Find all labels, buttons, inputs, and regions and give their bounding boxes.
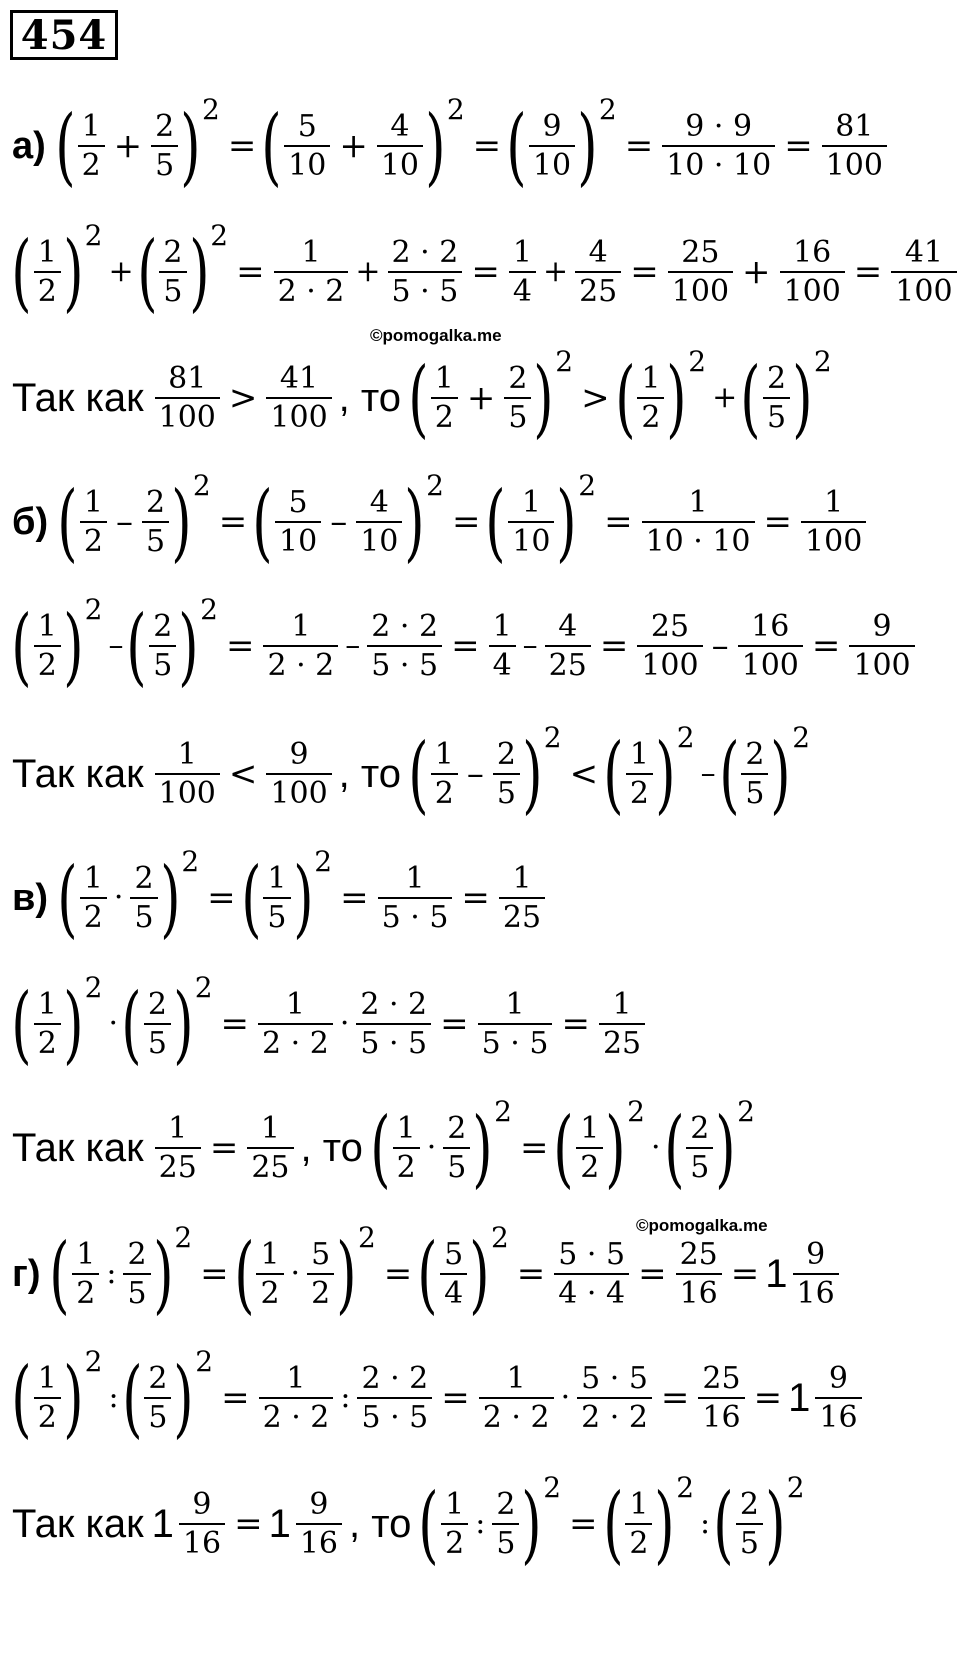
fraction: $\frac{2}{5}$: [504, 363, 531, 434]
parenthesized-group: ( $\frac{1}{2}$ · $\frac{2}{5}$ ) 2: [370, 1095, 512, 1197]
fraction: $\frac{2}{5}$: [736, 1489, 763, 1560]
parenthesized-group: ( $\frac{1}{2}$ + $\frac{2}{5}$ ) 2: [55, 93, 220, 195]
parenthesized-group: ( $\frac{1}{2}$ ) 2: [614, 345, 707, 447]
parenthesized-group: ( $\frac{1}{2}$ : $\frac{2}{5}$ ) 2: [49, 1221, 193, 1323]
fraction: $\frac{2}{5}$: [123, 1239, 150, 1310]
parenthesized-group: ( $\frac{1}{5}$ ) 2: [240, 845, 333, 947]
fraction: $\frac{5}{10}$: [275, 487, 321, 558]
parenthesized-group: ( $\frac{2}{5}$ ) 2: [121, 971, 213, 1073]
conclusion-line-v: Так как $\frac{1}{25}$ = $\frac{1}{25}$ , то ( $\frac{1}{2}$ · $\frac{2}{5}$ ) 2 = ( $\frac{1}{2}$ ) 2 · ( $\frac{2}{5}$ ) 2: [12, 1095, 755, 1197]
fraction: $\frac{1}{4}$: [489, 611, 516, 682]
fraction: $\frac{5}{2}$: [307, 1239, 334, 1310]
conclusion-text: , то: [338, 752, 401, 796]
parenthesized-group: ( $\frac{2}{5}$ ) 2: [718, 721, 811, 823]
parenthesized-group: ( $\frac{1}{2}$ · $\frac{5}{2}$ ) 2: [233, 1221, 376, 1323]
fraction: $\frac{25}{100}$: [637, 611, 702, 682]
fraction: $\frac{2 \cdot 2}{5 \cdot 5}$: [357, 1363, 432, 1434]
parenthesized-group: ( $\frac{5}{10}$ + $\frac{4}{10}$ ) 2: [261, 93, 465, 195]
fraction: $\frac{9}{10}$: [529, 111, 575, 182]
conclusion-text: Так как: [12, 376, 144, 420]
fraction: $\frac{25}{100}$: [668, 237, 733, 308]
fraction: $\frac{4}{10}$: [356, 487, 402, 558]
parenthesized-group: ( $\frac{5}{10}$ – $\frac{4}{10}$ ) 2: [252, 469, 444, 571]
mixed-number-whole: 1: [268, 1502, 291, 1546]
fraction: $\frac{2 \cdot 2}{5 \cdot 5}$: [388, 237, 463, 308]
fraction: $\frac{5 \cdot 5}{2 \cdot 2}$: [577, 1363, 652, 1434]
fraction: $\frac{1}{5 \cdot 5}$: [478, 989, 553, 1060]
mixed-number-whole: 1: [765, 1252, 788, 1296]
fraction: $\frac{9 \cdot 9}{10 \cdot 10}$: [662, 111, 775, 182]
fraction: $\frac{1}{2}$: [393, 1113, 420, 1184]
fraction: $\frac{1}{10}$: [508, 487, 554, 558]
solution-line-g1: г) ( $\frac{1}{2}$ : $\frac{2}{5}$ ) 2 = ( $\frac{1}{2}$ · $\frac{5}{2}$ ) 2 = ( $\frac{5}{4}$ ) 2 = $\frac{5 \cdot 5}{4 \cdot 4}$ = $\frac{25}{16}$ = 1 $\frac{9}{16}$: [12, 1232, 842, 1316]
fraction: $\frac{1}{2}$: [625, 1489, 652, 1560]
fraction: $\frac{9}{100}$: [266, 739, 331, 810]
solution-line-b1: б) ( $\frac{1}{2}$ – $\frac{2}{5}$ ) 2 = ( $\frac{5}{10}$ – $\frac{4}{10}$ ) 2 = ( $\frac{1}{10}$ ) 2 = $\frac{1}{10 \cdot 10}$ = $\frac{1}{100}$: [12, 480, 869, 564]
parenthesized-group: ( $\frac{1}{2}$ ) 2: [11, 219, 103, 321]
fraction: $\frac{25}{16}$: [676, 1239, 722, 1310]
fraction: $\frac{1}{2}$: [80, 487, 107, 558]
part-label-a: а): [12, 125, 46, 167]
conclusion-line-b: Так как $\frac{1}{100}$ < $\frac{9}{100}$ , то ( $\frac{1}{2}$ – $\frac{2}{5}$ ) 2 < ( $\frac{1}{2}$ ) 2 – ( $\frac{2}{5}$ ) 2: [12, 721, 811, 823]
fraction: $\frac{1}{4}$: [509, 237, 536, 308]
fraction: $\frac{5}{10}$: [284, 111, 330, 182]
conclusion-text: , то: [338, 376, 401, 420]
fraction: $\frac{1}{2}$: [34, 611, 61, 682]
parenthesized-group: ( $\frac{5}{4}$ ) 2: [417, 1221, 509, 1323]
part-label-g: г): [12, 1253, 41, 1295]
fraction: $\frac{9}{16}$: [296, 1489, 342, 1560]
fraction: $\frac{1}{2}$: [637, 363, 664, 434]
conclusion-line-a: Так как $\frac{81}{100}$ > $\frac{41}{100}$ , то ( $\frac{1}{2}$ + $\frac{2}{5}$ ) 2 > ( $\frac{1}{2}$ ) 2 + ( $\frac{2}{5}$ ) 2: [12, 345, 832, 447]
fraction: $\frac{81}{100}$: [155, 363, 220, 434]
watermark: ©pomogalka.me: [370, 326, 502, 345]
fraction: $\frac{2}{5}$: [686, 1113, 713, 1184]
solution-line-a1: а) ( $\frac{1}{2}$ + $\frac{2}{5}$ ) 2 = ( $\frac{5}{10}$ + $\frac{4}{10}$ ) 2 = ( $\frac{9}{10}$ ) 2 = $\frac{9 \cdot 9}{10 \cdot 10}$ = $\frac{81}{100}$: [12, 104, 890, 188]
parenthesized-group: ( $\frac{2}{5}$ ) 2: [663, 1095, 755, 1197]
parenthesized-group: ( $\frac{9}{10}$ ) 2: [506, 93, 617, 195]
fraction: $\frac{2}{5}$: [151, 111, 178, 182]
fraction: $\frac{1}{25}$: [499, 863, 545, 934]
fraction: $\frac{1}{25}$: [247, 1113, 293, 1184]
parenthesized-group: ( $\frac{2}{5}$ ) 2: [126, 593, 218, 695]
parenthesized-group: ( $\frac{1}{2}$ + $\frac{2}{5}$ ) 2: [408, 345, 574, 447]
fraction: $\frac{1}{2}$: [34, 1363, 61, 1434]
fraction: $\frac{2}{5}$: [493, 739, 520, 810]
mixed-number-whole: 1: [788, 1376, 811, 1420]
parenthesized-group: ( $\frac{2}{5}$ ) 2: [136, 219, 229, 321]
problem-number: 454: [10, 10, 118, 60]
fraction: $\frac{4}{25}$: [575, 237, 621, 308]
fraction: $\frac{1}{2}$: [34, 237, 61, 308]
solution-line-b2: ( $\frac{1}{2}$ ) 2 – ( $\frac{2}{5}$ ) 2 = $\frac{1}{2 \cdot 2}$ – $\frac{2 \cdot 2}{5 \cdot 5}$ = $\frac{1}{4}$ – $\frac{4}{25}$ = $\frac{25}{100}$ – $\frac{16}{100}$ = $\frac{9}{100}$: [12, 604, 918, 688]
fraction: $\frac{16}{100}$: [738, 611, 803, 682]
conclusion-text: Так как: [12, 752, 144, 796]
fraction: $\frac{1}{2}$: [431, 363, 458, 434]
fraction: $\frac{1}{2}$: [256, 1239, 283, 1310]
solution-line-v1: в) ( $\frac{1}{2}$ · $\frac{2}{5}$ ) 2 = ( $\frac{1}{5}$ ) 2 = $\frac{1}{5 \cdot 5}$ = $\frac{1}{25}$: [12, 856, 548, 940]
fraction: $\frac{9}{16}$: [179, 1489, 225, 1560]
fraction: $\frac{1}{2 \cdot 2}$: [263, 611, 338, 682]
fraction: $\frac{16}{100}$: [780, 237, 845, 308]
fraction: $\frac{5 \cdot 5}{4 \cdot 4}$: [554, 1239, 629, 1310]
fraction: $\frac{1}{5 \cdot 5}$: [378, 863, 453, 934]
conclusion-text: Так как: [12, 1126, 144, 1170]
solution-line-g2: ( $\frac{1}{2}$ ) 2 : ( $\frac{2}{5}$ ) 2 = $\frac{1}{2 \cdot 2}$ : $\frac{2 \cdot 2}{5 \cdot 5}$ = $\frac{1}{2 \cdot 2}$ · $\frac{5 \cdot 5}{2 \cdot 2}$ = $\frac{25}{16}$ = 1 $\frac{9}{16}$: [12, 1356, 865, 1440]
fraction: $\frac{2}{5}$: [763, 363, 790, 434]
parenthesized-group: ( $\frac{1}{2}$ ) 2: [602, 1471, 695, 1573]
parenthesized-group: ( $\frac{1}{2}$ – $\frac{2}{5}$ ) 2: [408, 721, 562, 823]
fraction: $\frac{1}{2}$: [626, 739, 653, 810]
fraction: $\frac{9}{16}$: [815, 1363, 861, 1434]
fraction: $\frac{2}{5}$: [144, 1363, 171, 1434]
fraction: $\frac{25}{16}$: [698, 1363, 744, 1434]
fraction: $\frac{1}{25}$: [155, 1113, 201, 1184]
conclusion-text: , то: [300, 1126, 363, 1170]
fraction: $\frac{1}{2}$: [80, 863, 107, 934]
fraction: $\frac{1}{10 \cdot 10}$: [642, 487, 755, 558]
parenthesized-group: ( $\frac{1}{2}$ ) 2: [11, 593, 103, 695]
fraction: $\frac{2 \cdot 2}{5 \cdot 5}$: [367, 611, 442, 682]
fraction: $\frac{1}{2}$: [72, 1239, 99, 1310]
fraction: $\frac{1}{2 \cdot 2}$: [479, 1363, 554, 1434]
fraction: $\frac{81}{100}$: [822, 111, 887, 182]
part-label-b: б): [12, 501, 49, 543]
parenthesized-group: ( $\frac{1}{2}$ · $\frac{2}{5}$ ) 2: [57, 845, 200, 947]
fraction: $\frac{2}{5}$: [159, 237, 186, 308]
fraction: $\frac{1}{2}$: [78, 111, 105, 182]
parenthesized-group: ( $\frac{1}{2}$ ) 2: [11, 971, 103, 1073]
solution-line-a2: ( $\frac{1}{2}$ ) 2 + ( $\frac{2}{5}$ ) 2 = $\frac{1}{2 \cdot 2}$ + $\frac{2 \cdot 2}{5 \cdot 5}$ = $\frac{1}{4}$ + $\frac{4}{25}$ = $\frac{25}{100}$ + $\frac{16}{100}$ = $\frac{41}{100}$: [12, 230, 960, 314]
fraction: $\frac{2}{5}$: [443, 1113, 470, 1184]
fraction: $\frac{1}{100}$: [155, 739, 220, 810]
fraction: $\frac{1}{2 \cdot 2}$: [274, 237, 349, 308]
parenthesized-group: ( $\frac{1}{2}$ ) 2: [11, 1345, 103, 1447]
fraction: $\frac{2 \cdot 2}{5 \cdot 5}$: [356, 989, 431, 1060]
solution-line-v2: ( $\frac{1}{2}$ ) 2 · ( $\frac{2}{5}$ ) 2 = $\frac{1}{2 \cdot 2}$ · $\frac{2 \cdot 2}{5 \cdot 5}$ = $\frac{1}{5 \cdot 5}$ = $\frac{1}{25}$: [12, 982, 648, 1066]
fraction: $\frac{1}{100}$: [801, 487, 866, 558]
conclusion-text: Так как: [12, 1502, 144, 1546]
fraction: $\frac{9}{100}$: [849, 611, 914, 682]
fraction: $\frac{2}{5}$: [130, 863, 157, 934]
parenthesized-group: ( $\frac{1}{2}$ : $\frac{2}{5}$ ) 2: [418, 1471, 562, 1573]
mixed-number-whole: 1: [151, 1502, 174, 1546]
fraction: $\frac{41}{100}$: [266, 363, 331, 434]
conclusion-line-g: Так как 1 $\frac{9}{16}$ = 1 $\frac{9}{16}$ , то ( $\frac{1}{2}$ : $\frac{2}{5}$ ) 2 = ( $\frac{1}{2}$ ) 2 : ( $\frac{2}{5}$ ) 2: [12, 1471, 805, 1573]
fraction: $\frac{2}{5}$: [149, 611, 176, 682]
parenthesized-group: ( $\frac{1}{10}$ ) 2: [485, 469, 597, 571]
fraction: $\frac{1}{2}$: [34, 989, 61, 1060]
fraction: $\frac{4}{25}$: [545, 611, 591, 682]
fraction: $\frac{2}{5}$: [492, 1489, 519, 1560]
fraction: $\frac{1}{2}$: [576, 1113, 603, 1184]
fraction: $\frac{1}{2 \cdot 2}$: [258, 989, 333, 1060]
part-label-v: в): [12, 877, 49, 919]
parenthesized-group: ( $\frac{1}{2}$ ) 2: [553, 1095, 645, 1197]
watermark: ©pomogalka.me: [636, 1216, 768, 1235]
fraction: $\frac{1}{5}$: [263, 863, 290, 934]
parenthesized-group: ( $\frac{2}{5}$ ) 2: [121, 1345, 214, 1447]
fraction: $\frac{1}{2}$: [431, 739, 458, 810]
fraction: $\frac{2}{5}$: [142, 487, 169, 558]
fraction: $\frac{9}{16}$: [793, 1239, 839, 1310]
fraction: $\frac{5}{4}$: [440, 1239, 467, 1310]
fraction: $\frac{41}{100}$: [891, 237, 956, 308]
fraction: $\frac{1}{2 \cdot 2}$: [259, 1363, 334, 1434]
parenthesized-group: ( $\frac{2}{5}$ ) 2: [740, 345, 832, 447]
fraction: $\frac{4}{10}$: [377, 111, 423, 182]
parenthesized-group: ( $\frac{2}{5}$ ) 2: [713, 1471, 805, 1573]
conclusion-text: , то: [349, 1502, 412, 1546]
fraction: $\frac{1}{2}$: [441, 1489, 468, 1560]
parenthesized-group: ( $\frac{1}{2}$ – $\frac{2}{5}$ ) 2: [57, 469, 211, 571]
fraction: $\frac{1}{25}$: [599, 989, 645, 1060]
fraction: $\frac{2}{5}$: [144, 989, 171, 1060]
fraction: $\frac{2}{5}$: [741, 739, 768, 810]
parenthesized-group: ( $\frac{1}{2}$ ) 2: [603, 721, 695, 823]
